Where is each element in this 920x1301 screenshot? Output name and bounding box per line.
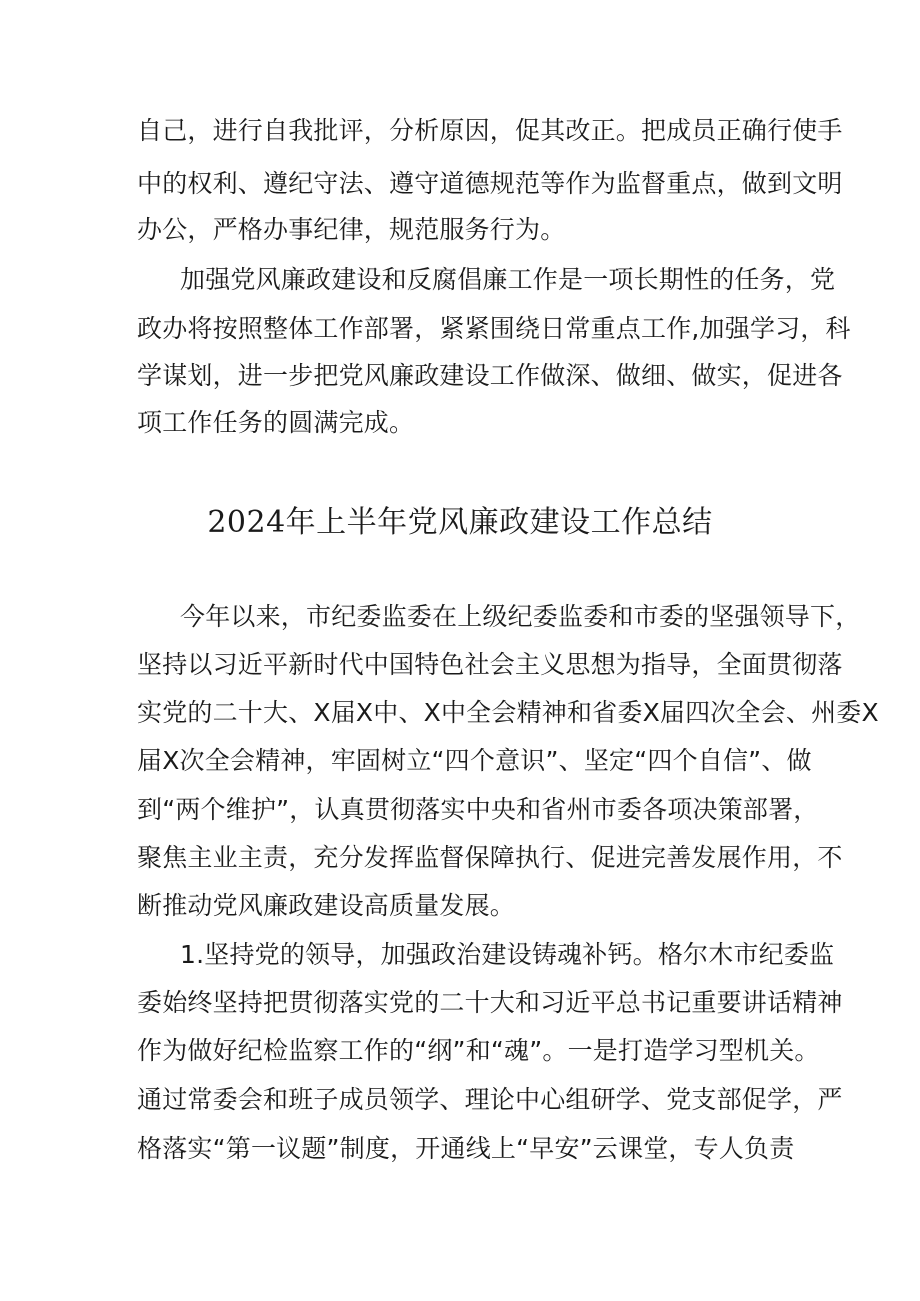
paragraph-line: 政办将按照整体工作部署，紧紧围绕日常重点工作,加强学习，科 bbox=[137, 314, 851, 343]
paragraph-line: 聚焦主业主责，充分发挥监督保障执行、促进完善发展作用，不 bbox=[137, 843, 843, 872]
paragraph-line: 办公，严格办事纪律，规范服务行为。 bbox=[137, 215, 566, 244]
paragraph-line: 1.坚持党的领导，加强政治建设铸魂补钙。格尔木市纪委监 bbox=[180, 940, 835, 969]
paragraph-line: 加强党风廉政建设和反腐倡廉工作是一项长期性的任务，党 bbox=[180, 265, 836, 294]
paragraph-line: 实党的二十大、X届X中、X中全会精神和省委X届四次全会、州委X bbox=[137, 698, 879, 727]
paragraph-line: 到“两个维护”，认真贯彻落实中央和省州市委各项决策部署， bbox=[137, 795, 819, 824]
paragraph-line: 项工作任务的圆满完成。 bbox=[137, 408, 415, 437]
paragraph-line: 坚持以习近平新时代中国特色社会主义思想为指导，全面贯彻落 bbox=[137, 650, 843, 679]
paragraph-line: 届X次全会精神，牢固树立“四个意识”、坚定“四个自信”、做 bbox=[137, 746, 812, 775]
paragraph-line: 委始终坚持把贯彻落实党的二十大和习近平总书记重要讲话精神 bbox=[137, 988, 843, 1017]
paragraph-line: 今年以来，市纪委监委在上级纪委监委和市委的坚强领导下， bbox=[180, 602, 861, 631]
article-title: 2024年上半年党风廉政建设工作总结 bbox=[207, 505, 713, 540]
paragraph-line: 学谋划，进一步把党风廉政建设工作做深、做细、做实，促进各 bbox=[137, 361, 843, 390]
paragraph-line: 通过常委会和班子成员领学、理论中心组研学、党支部促学，严 bbox=[137, 1085, 843, 1114]
paragraph-line: 断推动党风廉政建设高质量发展。 bbox=[137, 891, 516, 920]
paragraph-line: 自己，进行自我批评，分析原因，促其改正。把成员正确行使手 bbox=[137, 116, 843, 145]
paragraph-line: 中的权利、遵纪守法、遵守道德规范等作为监督重点，做到文明 bbox=[137, 169, 843, 198]
paragraph-line: 作为做好纪检监察工作的“纲”和“魂”。一是打造学习型机关。 bbox=[137, 1036, 820, 1065]
paragraph-line: 格落实“第一议题”制度，开通线上“早安”云课堂，专人负责 bbox=[137, 1134, 795, 1163]
